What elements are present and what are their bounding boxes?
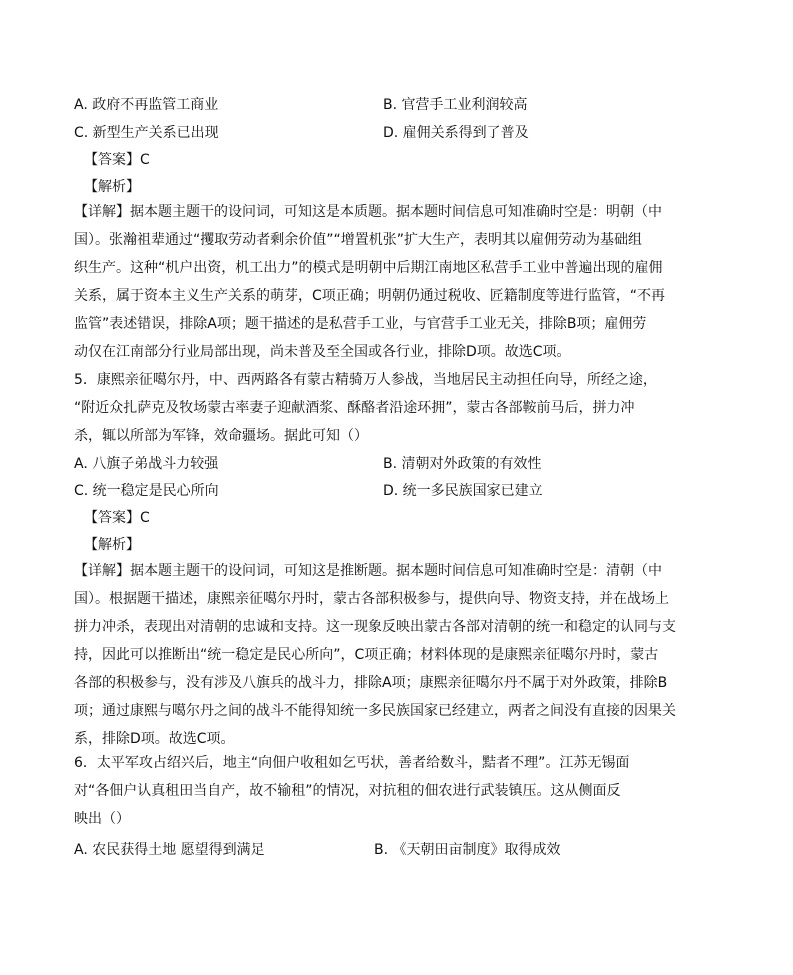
q6-option-a: A. 农民获得土地 愿望得到满足 <box>74 842 265 858</box>
q4-detail-line: 动仅在江南部分行业局部出现，尚未普及至全国或各行业，排除D项。故选C项。 <box>74 344 571 360</box>
q6-stem-line: 对“各佃户认真租田当自产，故不输租”的情况，对抗租的佃农进行武装镇压。这从侧面反 <box>74 783 621 799</box>
q5-detail-line: 【详解】据本题主题干的设问词，可知这是推断题。据本题时间信息可知准确时空是：清朝（中 <box>74 563 662 579</box>
q4-detail-line: 监管”表述错误，排除A项；题干描述的是私营手工业，与官营手工业无关，排除B项；雇佣劳 <box>74 316 647 332</box>
q4-detail-line: 关系，属于资本主义生产关系的萌芽，C项正确；明朝仍通过税收、匠籍制度等进行监管，“不再 <box>74 288 666 304</box>
q4-option-d: D. 雇佣关系得到了普及 <box>383 125 529 141</box>
q4-detail <box>74 198 718 366</box>
q5-option-b: B. 清朝对外政策的有效性 <box>383 456 542 472</box>
q4-option-c: C. 新型生产关系已出现 <box>74 125 219 141</box>
q4-answer: 【答案】C <box>84 152 150 168</box>
q5-detail-line: 项；通过康熙与噶尔丹之间的战斗不能得知统一多民族国家已经建立，两者之间没有直接的因果关 <box>74 703 676 719</box>
q6-stem-line: 6．太平军攻占绍兴后，地主“向佃户收租如乞丐状，善者给数斗，黠者不理”。江苏无锡面 <box>74 755 630 771</box>
q6-option-b: B. 《天朝田亩制度》取得成效 <box>374 842 561 858</box>
q5-option-a: A. 八旗子弟战斗力较强 <box>74 456 219 472</box>
q5-stem <box>74 366 718 450</box>
q5-stem-line: 5．康熙亲征噶尔丹，中、西两路各有蒙古精骑万人参战，当地居民主动担任向导，所经之途， <box>74 372 657 388</box>
q5-detail-line: 各部的积极参与，没有涉及八旗兵的战斗力，排除A项；康熙亲征噶尔丹不属于对外政策，排除B <box>74 675 668 691</box>
q5-detail-line: 拼力冲杀，表现出对清朝的忠诚和支持。这一现象反映出蒙古各部对清朝的统一和稳定的认同与支 <box>74 619 676 635</box>
q5-detail-line: 系，排除D项。故选C项。 <box>74 731 235 747</box>
q4-detail-line: 国）。张瀚祖辈通过“攫取劳动者剩余价值”“增置机张”扩大生产，表明其以雇佣劳动为基础组 <box>74 232 643 248</box>
q5-detail <box>74 557 718 753</box>
q6-stem <box>74 749 718 833</box>
q6-stem-line: 映出（） <box>74 811 130 827</box>
q5-detail-line: 持，因此可以推断出“统一稳定是民心所向”，C项正确；材料体现的是康熙亲征噶尔丹时，蒙古 <box>74 647 659 663</box>
q5-option-d: D. 统一多民族国家已建立 <box>383 483 543 499</box>
q4-detail-line: 【详解】据本题主题干的设问词，可知这是本质题。据本题时间信息可知准确时空是：明朝（中 <box>74 204 662 220</box>
q4-option-a: A. 政府不再监管工商业 <box>74 97 219 113</box>
q5-option-c: C. 统一稳定是民心所向 <box>74 483 219 499</box>
q5-detail-line: 国）。根据题干描述，康熙亲征噶尔丹时，蒙古各部积极参与，提供向导、物资支持，并在战场上 <box>74 591 669 607</box>
q5-stem-line: “附近众扎萨克及牧场蒙古率妻子迎献酒浆、酥酪者沿途环拥”，蒙古各部鞍前马后，拼力冲 <box>74 400 635 416</box>
q4-option-b: B. 官营手工业利润较高 <box>383 97 528 113</box>
q5-analysis-label: 【解析】 <box>84 537 140 553</box>
q4-detail-line: 织生产。这种“机户出资，机工出力”的模式是明朝中后期江南地区私营手工业中普遍出现的雇佣 <box>74 260 663 276</box>
q5-answer: 【答案】C <box>84 510 150 526</box>
q5-stem-line: 杀，辄以所部为军锋，效命疆场。据此可知（） <box>74 428 368 444</box>
q4-analysis-label: 【解析】 <box>84 179 140 195</box>
